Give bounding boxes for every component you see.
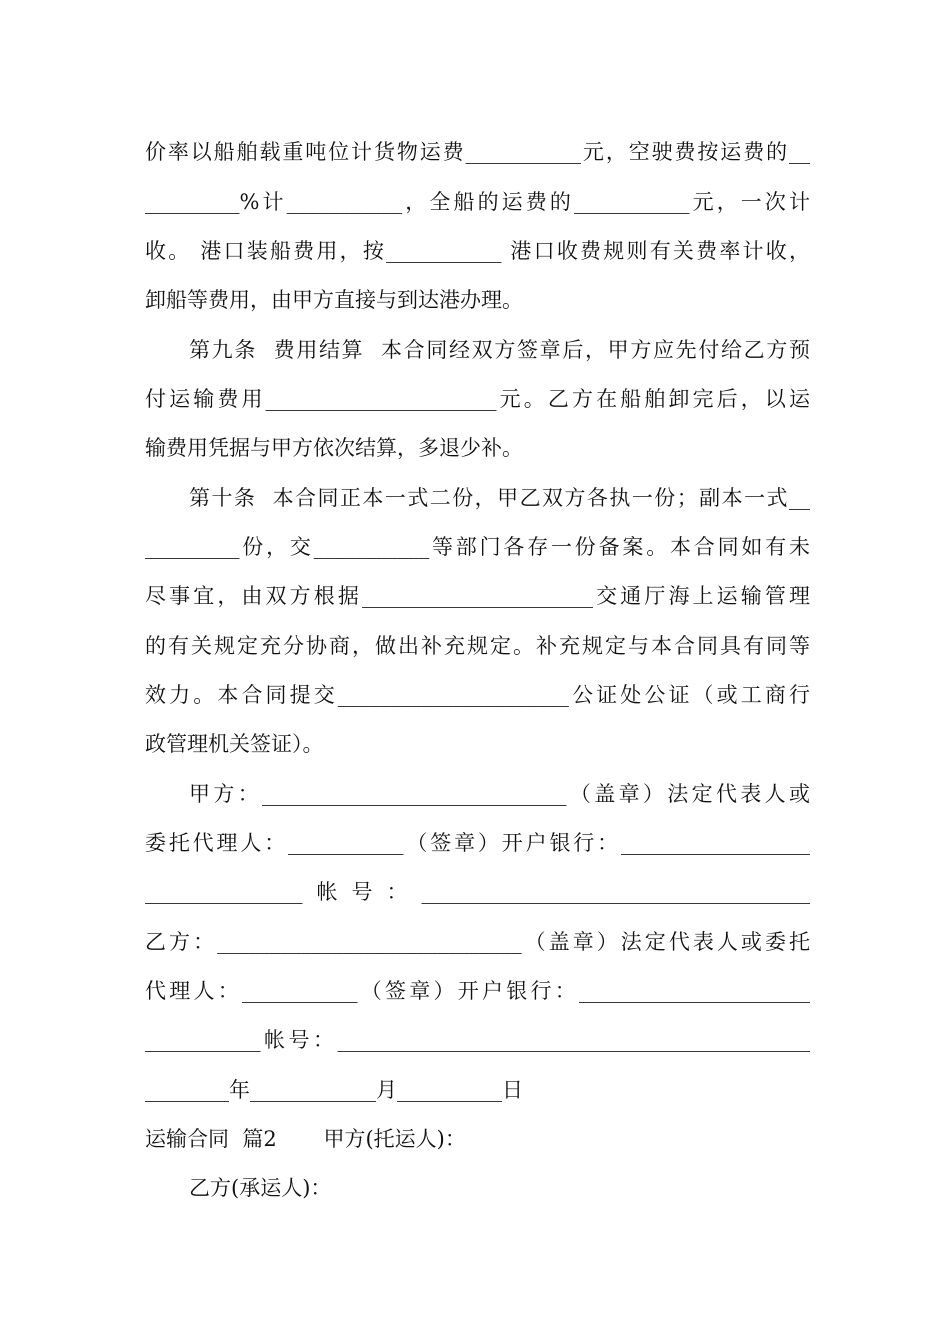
party-a-line: 甲方：_____________________________（盖章）法定代表人或 bbox=[189, 782, 810, 806]
text-line: 输费用凭据与甲方依次结算，多退少补。 bbox=[145, 436, 523, 460]
text-line: 收。 港口装船费用，按___________ 港口收费规则有关费率计收， bbox=[145, 239, 810, 263]
text-line: 价率以船舶载重吨位计货物运费___________元，空驶费按运费的__ bbox=[145, 140, 810, 164]
date-line: ________年____________月__________日 bbox=[145, 1078, 523, 1102]
text-line: 委托代理人：___________（签章）开户银行：__________________ bbox=[145, 831, 810, 855]
article-nine-heading-line: 第九条 费用结算 本合同经双方签章后，甲方应先付给乙方预 bbox=[189, 338, 810, 362]
text-line: _________%计___________，全船的运费的___________元，一次计 bbox=[145, 190, 810, 214]
section-heading: 运输合同 篇2 甲方(托运人)： bbox=[145, 1127, 466, 1151]
text-line: 代理人：___________（签章）开户银行：______________________ bbox=[145, 979, 810, 1003]
text-line: 尽事宜，由双方根据______________________交通厅海上运输管理 bbox=[145, 584, 810, 608]
text-line: 卸船等费用，由甲方直接与到达港办理。 bbox=[145, 288, 523, 312]
text-line: 的有关规定充分协商，做出补充规定。补充规定与本合同具有同等 bbox=[145, 634, 810, 658]
party-b-line: 乙方：_____________________________（盖章）法定代表人或委托 bbox=[145, 930, 810, 954]
text-line: _______________帐号：_____________________________________ bbox=[145, 880, 810, 904]
text-line: 效力。本合同提交______________________公证处公证（或工商行 bbox=[145, 683, 810, 707]
text-line: 付运输费用______________________元。乙方在船舶卸完后，以运 bbox=[145, 387, 810, 411]
text-line: ___________帐号：_____________________________________________ bbox=[145, 1028, 810, 1052]
text-line: 政管理机关签证）。 bbox=[145, 732, 324, 756]
text-line: _________份，交___________等部门各存一份备案。本合同如有未 bbox=[145, 535, 810, 559]
text-line: 乙方(承运人)： bbox=[189, 1176, 332, 1200]
article-ten-heading-line: 第十条 本合同正本一式二份，甲乙双方各执一份；副本一式__ bbox=[189, 486, 810, 510]
